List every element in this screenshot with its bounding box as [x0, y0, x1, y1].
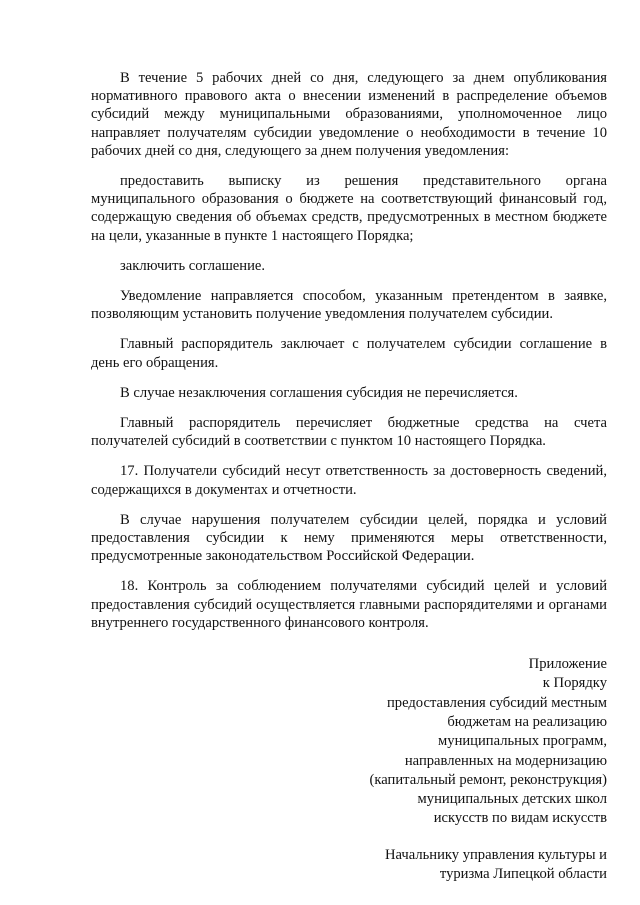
appendix-line: к Порядку [542, 675, 607, 692]
paragraph-item-17: 17. Получатели субсидий несут ответственность за достоверность сведений, содержащихся в документах и отчетности. [91, 463, 607, 498]
paragraph-funds-transfer: Главный распорядитель перечисляет бюджетные средства на счета получателей субсидий в соответствии с пунктом 10 настоящего Порядка. [91, 415, 607, 450]
appendix-line: (капитальный ремонт, реконструкция) [369, 771, 607, 788]
paragraph-notification-deadline: В течение 5 рабочих дней со дня, следующего за днем опубликования нормативного правового акта о внесении изменений в распределение объемов субсидий между муниципальными образованиями, уполномоченное лицо направляет получателям субсидии уведомление о необходимости в течение 10 рабочих дней со дня, следующего за днем получения уведомления: [91, 70, 607, 159]
appendix-line: предоставления субсидий местным [386, 694, 607, 711]
document-page [91, 69, 607, 884]
paragraph-responsibility: В случае нарушения получателем субсидии целей, порядка и условий предоставления субсидии к нему применяются меры ответственности, предусмотренные законодательством Российской Федерации. [91, 511, 607, 565]
appendix-line: муниципальных детских школ [417, 791, 607, 808]
paragraph-notification-method: Уведомление направляется способом, указанным претендентом в заявке, позволяющим установить получение уведомления получателем субсидии. [91, 288, 607, 323]
paragraph-no-agreement: В случае незаключения соглашения субсидия не перечисляется. [120, 384, 518, 401]
appendix-line: муниципальных программ, [438, 733, 607, 750]
paragraph-provide-extract: предоставить выписку из решения представительного органа муниципального образования о бюджете на соответствующий финансовый год, содержащую сведения об объемах средств, предусмотренных в местном бюджете на цели, указанные в пункте 1 настоящего Порядка; [91, 173, 607, 244]
appendix-line: направленных на модернизацию [404, 752, 607, 769]
appendix-line: Приложение [528, 656, 607, 673]
paragraph-item-18: 18. Контроль за соблюдением получателями субсидий целей и условий предоставления субсидий осуществляется главными распорядителями и органами внутреннего государственного финансового контроля. [91, 578, 607, 631]
paragraph-agreement-day: Главный распорядитель заключает с получателем субсидии соглашение в день его обращения. [91, 336, 607, 371]
addressee-line: туризма Липецкой области [439, 866, 607, 883]
addressee-line: Начальнику управления культуры и [384, 846, 607, 863]
appendix-line: искусств по видам искусств [433, 810, 607, 827]
appendix-header [91, 655, 607, 884]
appendix-line: бюджетам на реализацию [447, 713, 607, 730]
paragraph-conclude-agreement: заключить соглашение. [120, 257, 266, 274]
